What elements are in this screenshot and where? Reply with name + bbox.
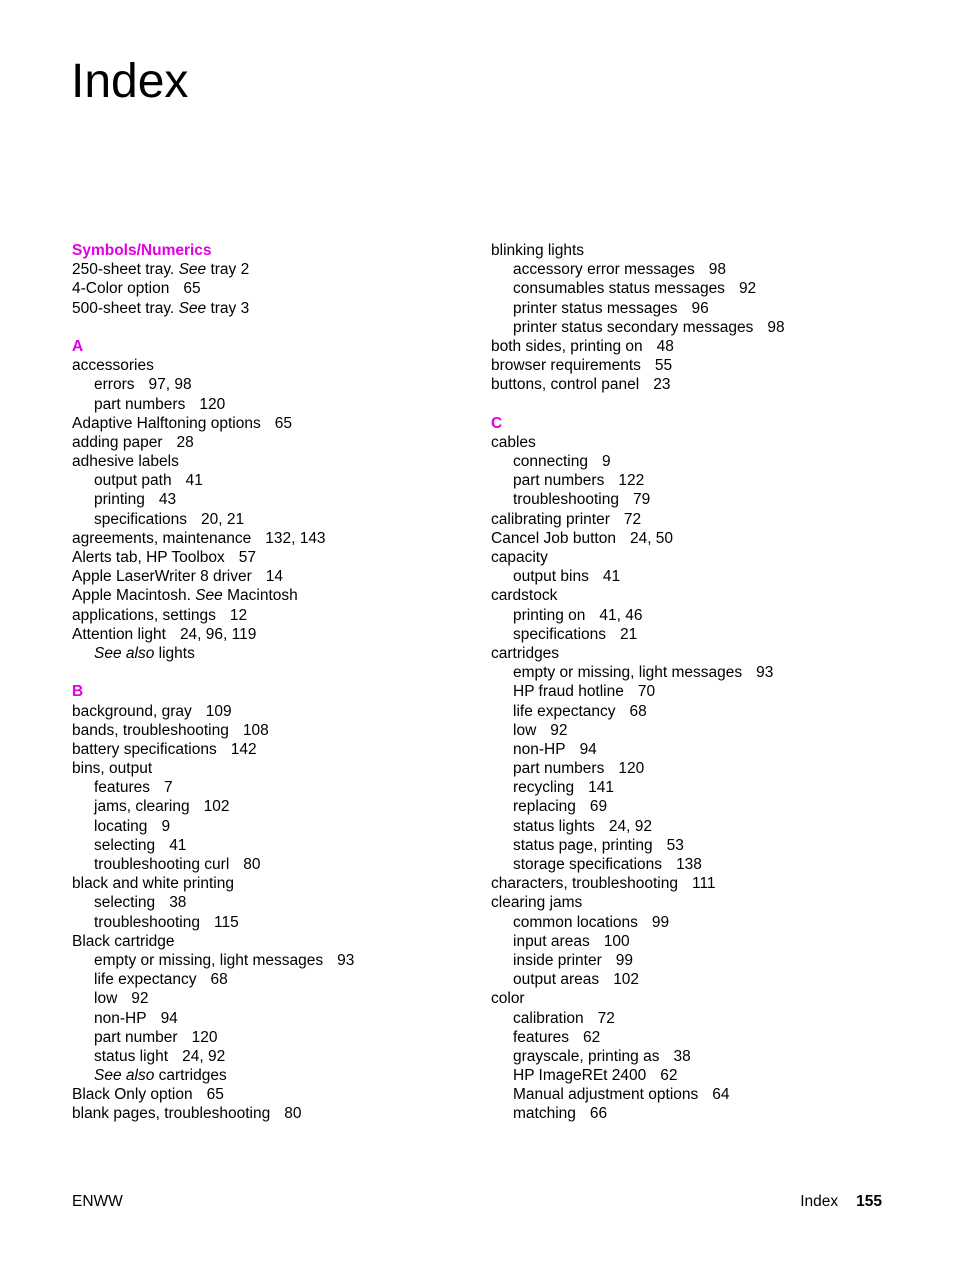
index-subentry [72, 817, 492, 836]
index-page-refs: 102 [613, 971, 640, 989]
index-term: Apple Macintosh. [72, 587, 191, 605]
index-term: calibration [513, 1009, 584, 1027]
index-page-refs: 24, 92 [182, 1047, 226, 1065]
index-page-refs: 24, 50 [629, 529, 674, 547]
index-term: features [513, 1028, 570, 1046]
index-term: output bins [513, 568, 589, 586]
index-subentry [491, 663, 911, 682]
index-subentry [491, 702, 911, 721]
index-page-refs: 68 [629, 702, 647, 720]
index-page-refs: 141 [588, 779, 615, 797]
index-page-refs: 93 [337, 951, 355, 969]
index-section-heading: Symbols/Numerics [72, 242, 212, 259]
index-subentry [72, 989, 492, 1008]
index-term: 250-sheet tray. [72, 261, 175, 279]
see-reference-target: lights [158, 644, 195, 662]
index-term: troubleshooting [94, 913, 200, 931]
index-term: life expectancy [94, 971, 197, 989]
page-title: Index [71, 55, 189, 108]
index-section-heading: C [491, 414, 503, 432]
index-term: accessory error messages [513, 261, 695, 279]
index-entry [72, 606, 492, 625]
index-subentry [491, 932, 911, 951]
index-term: selecting [94, 836, 156, 854]
index-entry [491, 337, 911, 356]
index-page-refs: 142 [230, 740, 257, 758]
index-page-refs: 55 [654, 357, 673, 375]
index-page-refs: 94 [579, 740, 597, 758]
index-term: battery specifications [72, 740, 217, 758]
index-term: output path [94, 472, 172, 490]
section-gap [72, 663, 492, 682]
index-page-refs: 62 [660, 1067, 678, 1085]
index-page-refs: 72 [623, 510, 642, 528]
index-term: Alerts tab, HP Toolbox [72, 549, 225, 566]
index-page-refs: 93 [756, 664, 774, 682]
index-subentry [491, 817, 911, 836]
index-page-refs: 97, 98 [148, 376, 192, 394]
index-subentry [491, 279, 911, 298]
see-reference-target: tray 3 [210, 299, 250, 317]
index-page-refs: 120 [191, 1028, 218, 1046]
index-page-refs: 72 [597, 1009, 615, 1027]
index-term: capacity [491, 549, 548, 566]
index-page-refs: 100 [603, 932, 630, 950]
index-page-refs: 65 [274, 414, 292, 432]
see-reference-target: Macintosh [227, 587, 298, 605]
index-page-refs: 70 [637, 683, 656, 701]
index-term: buttons, control panel [491, 376, 640, 394]
index-term: troubleshooting curl [94, 856, 230, 873]
index-page-refs: 41 [602, 568, 621, 586]
index-entry [491, 510, 911, 529]
index-subentry [491, 855, 911, 874]
index-term: agreements, maintenance [72, 529, 252, 547]
index-term: applications, settings [72, 606, 216, 624]
index-page-refs: 20, 21 [201, 510, 245, 528]
index-page-refs: 24, 92 [608, 817, 652, 835]
index-term: low [94, 990, 118, 1008]
index-page-refs: 79 [633, 491, 651, 509]
index-section-heading: B [72, 683, 84, 701]
index-term: HP ImageREt 2400 [513, 1067, 647, 1085]
index-page-refs: 12 [229, 606, 248, 624]
index-entry [72, 1104, 492, 1123]
index-term: recycling [513, 779, 575, 797]
index-term: color [491, 990, 525, 1008]
index-term: selecting [94, 894, 156, 912]
index-page-refs: 38 [673, 1047, 691, 1065]
index-entry [491, 586, 911, 605]
index-term: printing on [513, 606, 586, 624]
index-term: empty or missing, light messages [513, 664, 743, 682]
index-term: inside printer [513, 951, 602, 969]
index-page-refs: 80 [284, 1105, 302, 1123]
index-term: jams, clearing [94, 798, 190, 816]
index-subentry [491, 951, 911, 970]
index-subentry [72, 913, 492, 932]
index-term: output areas [513, 971, 600, 989]
index-page-refs: 43 [158, 491, 177, 509]
index-entry [491, 529, 911, 548]
index-entry [491, 874, 911, 893]
index-subentry [491, 682, 911, 701]
index-subentry [491, 1028, 911, 1047]
index-page-refs: 92 [738, 280, 757, 298]
index-term: Adaptive Halftoning options [72, 414, 261, 432]
index-term: status lights [513, 817, 595, 835]
index-subentry [72, 510, 492, 529]
index-term: non-HP [94, 1009, 147, 1027]
index-subentry [491, 606, 911, 625]
see-reference-target: tray 2 [210, 261, 250, 279]
section-gap [491, 395, 911, 414]
see-reference-target: cartridges [158, 1067, 227, 1085]
index-term: input areas [513, 932, 590, 950]
index-subentry [72, 1028, 492, 1047]
index-page-refs: 99 [615, 951, 633, 969]
index-entry [72, 356, 492, 375]
index-page-refs: 80 [243, 856, 261, 873]
index-term: specifications [513, 625, 607, 643]
index-subentry [491, 318, 911, 337]
index-term: status light [94, 1047, 169, 1065]
index-term: Attention light [72, 625, 166, 643]
index-page-refs: 48 [656, 337, 674, 355]
index-page-refs: 68 [210, 971, 228, 989]
index-entry [72, 414, 492, 433]
index-page-refs: 65 [206, 1086, 224, 1104]
index-page-refs: 111 [691, 875, 716, 893]
index-subentry [491, 471, 911, 490]
index-entry [72, 548, 492, 567]
index-entry [72, 932, 492, 951]
index-subentry [72, 970, 492, 989]
index-subentry [491, 836, 911, 855]
index-subentry [491, 759, 911, 778]
section-gap [72, 318, 492, 337]
index-subentry [72, 395, 492, 414]
index-term: adding paper [72, 433, 163, 451]
index-page-refs: 122 [618, 472, 645, 490]
index-section-heading: A [72, 337, 84, 355]
index-page-refs: 94 [160, 1009, 178, 1027]
index-term: cardstock [491, 587, 558, 605]
index-page-refs: 120 [618, 760, 645, 778]
index-subentry [491, 797, 911, 816]
index-page-refs: 9 [601, 453, 611, 471]
index-entry [491, 433, 911, 452]
index-entry [72, 702, 492, 721]
index-term: bins, output [72, 760, 153, 778]
index-entry [72, 299, 492, 318]
index-term: Manual adjustment options [513, 1086, 699, 1104]
index-page-refs: 7 [164, 779, 173, 797]
index-page-refs: 57 [238, 549, 257, 566]
index-term: printing [94, 491, 145, 509]
index-subentry [491, 625, 911, 644]
index-term: non-HP [513, 740, 566, 758]
index-entry [491, 548, 911, 567]
index-page-refs: 41, 46 [599, 606, 643, 624]
index-page-refs: 92 [131, 990, 149, 1008]
index-page-refs: 9 [161, 817, 171, 835]
index-entry [72, 1085, 492, 1104]
index-page-refs: 64 [712, 1086, 730, 1104]
index-entry [72, 874, 492, 893]
index-column-left [72, 241, 492, 1124]
index-term: 500-sheet tray. [72, 299, 175, 317]
index-term: part numbers [94, 395, 186, 413]
index-page-refs: 99 [651, 913, 670, 931]
index-subentry [491, 567, 911, 586]
index-entry [72, 740, 492, 759]
index-entry [491, 644, 911, 663]
index-page-refs: 53 [666, 836, 684, 854]
index-page-refs: 138 [676, 856, 702, 873]
index-entry [491, 356, 911, 375]
index-subentry [491, 299, 911, 318]
index-entry [72, 452, 492, 471]
index-term: features [94, 779, 151, 797]
index-term: locating [94, 817, 148, 835]
index-subentry [491, 721, 911, 740]
index-entry [491, 375, 911, 394]
index-entry [72, 586, 492, 605]
index-term: part number [94, 1028, 178, 1046]
index-subentry [491, 1066, 911, 1085]
index-page-refs: 62 [583, 1028, 601, 1046]
index-subentry [491, 913, 911, 932]
index-page-refs: 14 [265, 568, 284, 586]
index-subentry [72, 893, 492, 912]
index-term: grayscale, printing as [513, 1047, 660, 1065]
index-subentry [72, 375, 492, 394]
index-page-refs: 102 [203, 798, 230, 816]
index-term: status page, printing [513, 836, 653, 854]
index-term: 4-Color option [72, 280, 170, 298]
index-entry [72, 260, 492, 279]
index-subentry [72, 644, 492, 663]
index-term: cartridges [491, 644, 560, 662]
index-term: low [513, 721, 537, 739]
index-entry [72, 279, 492, 298]
index-page-refs: 109 [205, 702, 232, 720]
index-term: blinking lights [491, 242, 585, 259]
index-term: life expectancy [513, 702, 616, 720]
index-term: part numbers [513, 472, 605, 490]
index-page-refs: 98 [708, 261, 727, 279]
index-subentry [491, 970, 911, 989]
index-page-refs: 115 [214, 913, 239, 931]
index-term: characters, troubleshooting [491, 875, 678, 893]
index-term: consumables status messages [513, 280, 725, 298]
index-entry [72, 721, 492, 740]
index-entry [72, 433, 492, 452]
index-page-refs: 65 [183, 280, 201, 298]
index-term: specifications [94, 510, 188, 528]
index-page-refs: 132, 143 [265, 529, 326, 547]
index-subentry [491, 740, 911, 759]
index-term: connecting [513, 453, 588, 471]
index-term: both sides, printing on [491, 337, 643, 355]
index-term: matching [513, 1105, 576, 1123]
index-term: accessories [72, 357, 154, 375]
index-term: calibrating printer [491, 510, 610, 528]
footer-right [800, 1192, 882, 1211]
index-term: storage specifications [513, 856, 663, 873]
footer-page-number: 155 [856, 1193, 882, 1210]
index-term: Apple LaserWriter 8 driver [72, 568, 252, 586]
index-page-refs: 92 [550, 721, 568, 739]
index-page-refs: 23 [653, 376, 671, 394]
index-term: adhesive labels [72, 453, 179, 471]
see-reference-label: See also [94, 644, 155, 662]
index-subentry [491, 1085, 911, 1104]
see-reference-label: See also [94, 1067, 155, 1085]
index-subentry [491, 260, 911, 279]
index-term: HP fraud hotline [513, 683, 624, 701]
index-term: replacing [513, 798, 576, 816]
index-subentry [72, 1009, 492, 1028]
index-term: printer status secondary messages [513, 318, 754, 336]
index-term: Cancel Job button [491, 529, 616, 547]
see-reference-label: See [178, 299, 207, 317]
see-reference-label: See [195, 587, 223, 605]
index-entry [491, 989, 911, 1008]
index-term: empty or missing, light messages [94, 951, 324, 969]
index-term: browser requirements [491, 357, 641, 375]
index-term: common locations [513, 913, 638, 931]
index-subentry [72, 836, 492, 855]
index-page-refs: 28 [176, 433, 194, 451]
index-page-refs: 24, 96, 119 [179, 625, 257, 643]
index-subentry [491, 1047, 911, 1066]
index-page-refs: 41 [185, 472, 203, 490]
index-page-refs: 108 [242, 721, 269, 739]
index-subentry [72, 778, 492, 797]
index-page-refs: 98 [767, 318, 785, 336]
index-term: black and white printing [72, 875, 234, 893]
index-page-refs: 41 [169, 836, 187, 854]
index-subentry [72, 855, 492, 874]
index-page-refs: 96 [691, 299, 709, 317]
index-subentry [491, 1009, 911, 1028]
index-subentry [72, 490, 492, 509]
index-term: Black cartridge [72, 932, 175, 950]
index-entry [72, 625, 492, 644]
index-term: cables [491, 433, 536, 451]
index-term: printer status messages [513, 299, 678, 317]
index-column-right [491, 241, 911, 1124]
index-subentry [72, 471, 492, 490]
index-page-refs: 21 [620, 625, 638, 643]
index-entry [72, 529, 492, 548]
index-term: troubleshooting [513, 491, 619, 509]
see-reference-label: See [178, 261, 207, 279]
index-entry [491, 241, 911, 260]
index-entry [72, 759, 492, 778]
index-page-refs: 120 [199, 395, 226, 413]
index-term: part numbers [513, 760, 605, 778]
index-term: errors [94, 376, 135, 394]
index-term: background, gray [72, 702, 192, 720]
index-term: blank pages, troubleshooting [72, 1105, 271, 1123]
footer-left: ENWW [72, 1193, 123, 1210]
footer-section: Index [800, 1193, 839, 1210]
index-subentry [491, 1104, 911, 1123]
index-subentry [72, 951, 492, 970]
index-subentry [72, 1066, 492, 1085]
index-term: Black Only option [72, 1086, 193, 1104]
index-entry [72, 567, 492, 586]
index-subentry [491, 452, 911, 471]
index-page-refs: 69 [589, 798, 608, 816]
index-page-refs: 38 [169, 894, 187, 912]
index-subentry [491, 490, 911, 509]
index-subentry [72, 797, 492, 816]
index-page-refs: 66 [589, 1105, 608, 1123]
index-subentry [491, 778, 911, 797]
index-entry [491, 893, 911, 912]
index-term: bands, troubleshooting [72, 721, 229, 739]
index-term: clearing jams [491, 894, 583, 912]
index-subentry [72, 1047, 492, 1066]
